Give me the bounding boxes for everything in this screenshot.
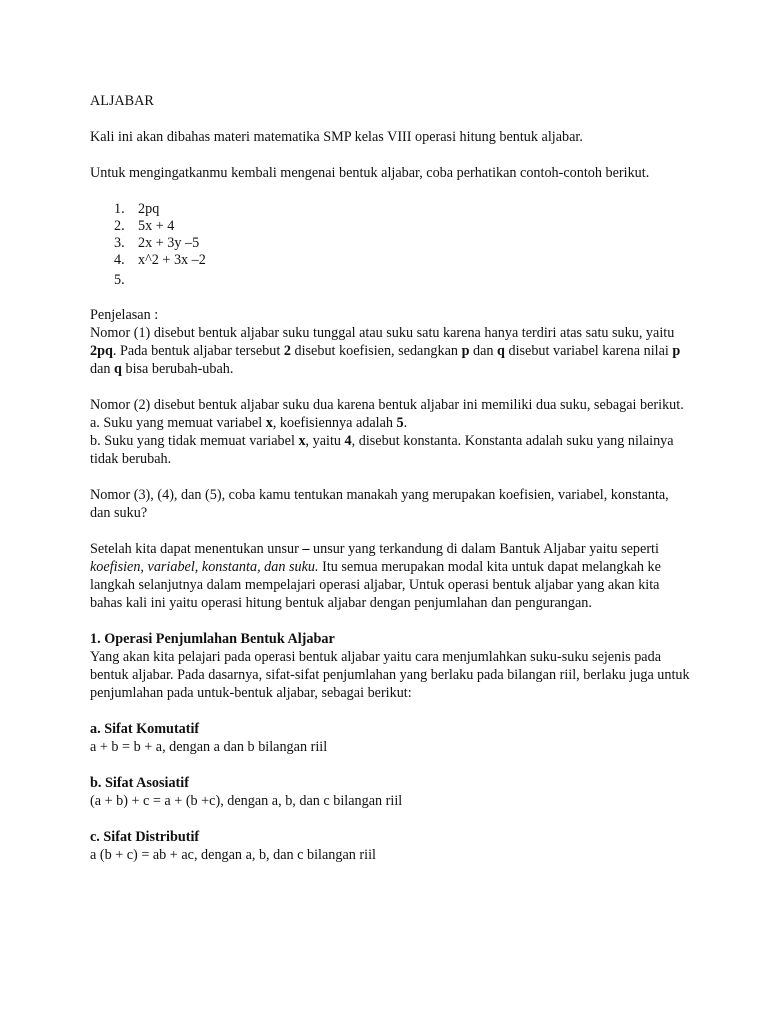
- property-formula-associative: (a + b) + c = a + (b +c), dengan a, b, dan c bilangan riil: [90, 793, 403, 809]
- list-number: 5.: [114, 272, 125, 288]
- list-number: 2.: [114, 218, 125, 234]
- list-item: [114, 217, 690, 234]
- explanation-paragraph-3: Nomor (3), (4), dan (5), coba kamu tentukan manakah yang merupakan koefisien, variabel, konstanta, dan suku?: [90, 487, 669, 521]
- property-formula-distributive: a (b + c) = ab + ac, dengan a, b, dan c bilangan riil: [90, 847, 376, 863]
- explanation-label: Penjelasan :: [90, 307, 159, 323]
- document-title: ALJABAR: [90, 93, 154, 109]
- explanation-paragraph-1: Nomor (1) disebut bentuk aljabar suku tunggal atau suku satu karena hanya terdiri atas satu suku, yaitu 2pq. Pada bentuk aljabar tersebut 2 disebut koefisien, sedangkan p dan q disebut variabel karena nilai p dan q bisa berubah-ubah.: [90, 325, 681, 377]
- list-number: 4.: [114, 252, 125, 268]
- list-item-text: 5x + 4: [138, 218, 175, 234]
- list-item-text: 2pq: [138, 201, 160, 217]
- list-item-text: 2x + 3y –5: [138, 235, 200, 251]
- property-formula-commutative: a + b = b + a, dengan a dan b bilangan riil: [90, 739, 328, 755]
- intro-paragraph: Kali ini akan dibahas materi matematika SMP kelas VIII operasi hitung bentuk aljabar.: [90, 129, 583, 145]
- list-item: [114, 234, 690, 251]
- examples-list: [90, 200, 690, 295]
- property-heading-associative: b. Sifat Asosiatif: [90, 775, 189, 791]
- list-item: [114, 251, 690, 268]
- explanation-point-a: a. Suku yang memuat variabel x, koefisiennya adalah 5.: [90, 415, 408, 431]
- property-heading-commutative: a. Sifat Komutatif: [90, 721, 200, 737]
- section-1-body: Yang akan kita pelajari pada operasi bentuk aljabar yaitu cara menjumlahkan suku-suku sejenis pada bentuk aljabar. Pada dasarnya, sifat-sifat penjumlahan yang berlaku pada bilangan riil, berlaku juga untuk penjumlahan pada untuk-bentuk aljabar, sebagai berikut:: [90, 649, 690, 701]
- section-1-heading: 1. Operasi Penjumlahan Bentuk Aljabar: [90, 631, 335, 647]
- explanation-paragraph-2: Nomor (2) disebut bentuk aljabar suku dua karena bentuk aljabar ini memiliki dua suku, sebagai berikut.: [90, 397, 684, 413]
- list-item: [114, 268, 690, 295]
- document-page: [90, 92, 690, 864]
- list-item-text: x^2 + 3x –2: [138, 252, 206, 268]
- property-heading-distributive: c. Sifat Distributif: [90, 829, 200, 845]
- explanation-point-b: b. Suku yang tidak memuat variabel x, yaitu 4, disebut konstanta. Konstanta adalah suku yang nilainya tidak berubah.: [90, 433, 674, 467]
- list-item: [114, 200, 690, 217]
- list-number: 3.: [114, 235, 125, 251]
- reminder-paragraph: Untuk mengingatkanmu kembali mengenai bentuk aljabar, coba perhatikan contoh-contoh berikut.: [90, 165, 650, 181]
- explanation-paragraph-4: Setelah kita dapat menentukan unsur – unsur yang terkandung di dalam Bantuk Aljabar yaitu seperti koefisien, variabel, konstanta, dan suku. Itu semua merupakan modal kita untuk dapat melangkah ke langkah selanjutnya dalam mempelajari operasi aljabar, Untuk operasi bentuk aljabar yang akan kita bahas kali ini yaitu operasi hitung bentuk aljabar dengan penjumlahan dan pengurangan.: [90, 541, 661, 611]
- list-number: 1.: [114, 201, 125, 217]
